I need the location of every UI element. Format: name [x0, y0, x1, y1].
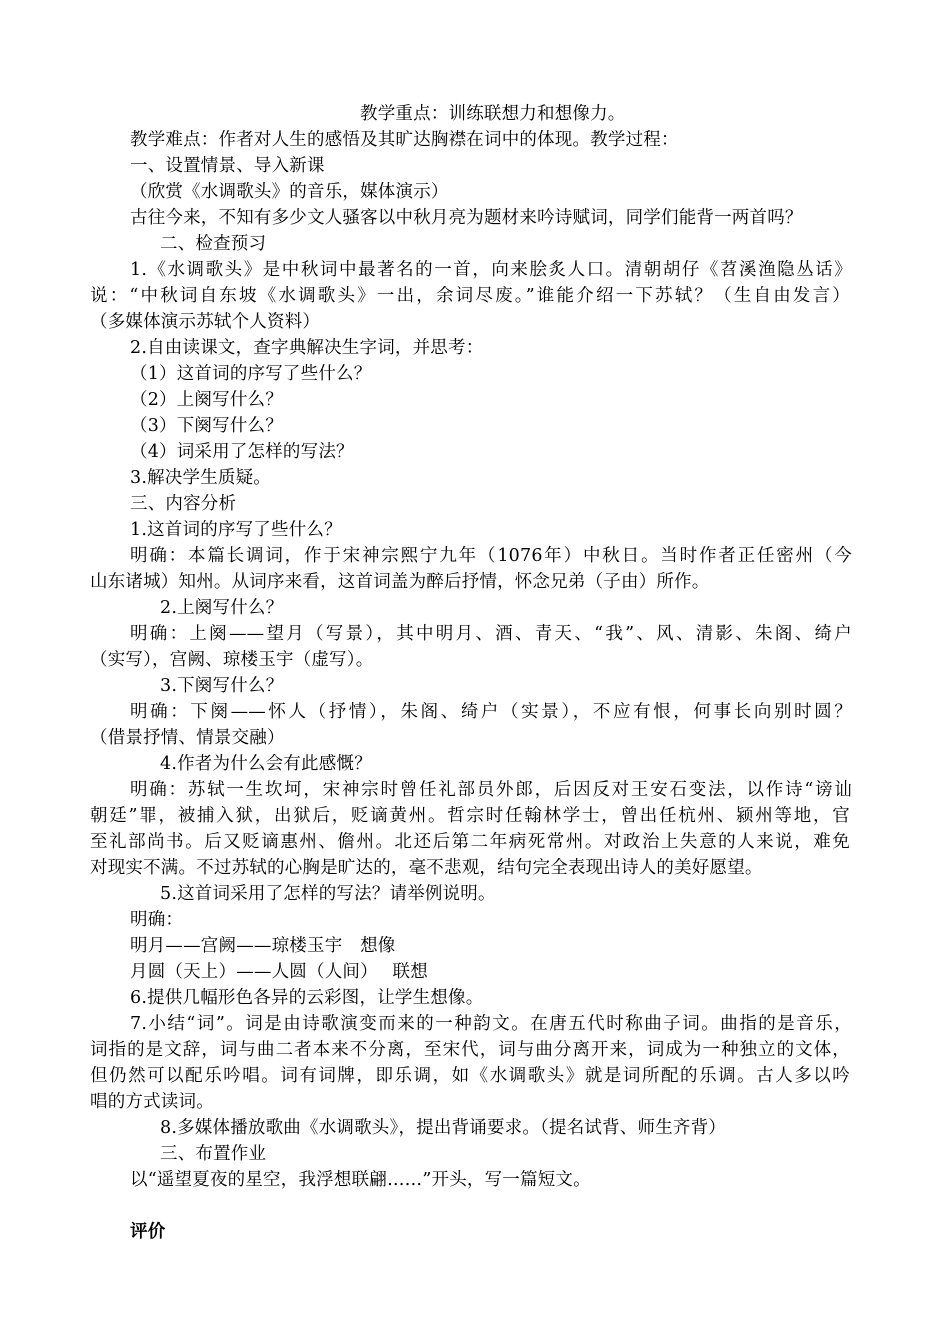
section-2-q2: （2）上阕写什么？ [130, 390, 283, 410]
section-3-a3-line1: 明确：下阕——怀人（抒情），朱阁、绮户（实景），不应有恨，何事长向别时圆？ [130, 702, 852, 722]
section-3-a5: 明确： [130, 910, 184, 930]
section-3-p7-line3: 但仍然可以配乐吟唱。词有词牌，即乐调，如《水调歌头》就是词所配的乐调。古人多以吟 [90, 1066, 850, 1086]
section-2-p2: 2.自由读课文，查字典解决生字词，并思考： [130, 338, 484, 358]
section-2-heading: 二、检查预习 [160, 234, 267, 254]
section-3-p7-line4: 唱的方式读词。 [90, 1092, 214, 1112]
section-3-a2-line1: 明确：上阕——望月（写景），其中明月、酒、青天、“我”、风、清影、朱阁、绮户 [130, 624, 852, 644]
section-2-p3: 3.解决学生质疑。 [130, 468, 271, 488]
section-4-heading: 三、布置作业 [160, 1144, 267, 1164]
section-3-a4-line3: 至礼部尚书。后又贬谪惠州、儋州。北还后第二年病死常州。对政治上失意的人来说，难免 [90, 832, 850, 852]
section-2-p1-line3: （多媒体演示苏轼个人资料） [90, 312, 321, 332]
section-3-p7-line2: 词指的是文辞，词与曲二者本来不分离，至宋代，词与曲分离开来，词成为一种独立的文体， [90, 1040, 850, 1060]
section-3-q3: 3.下阕写什么？ [160, 676, 284, 696]
section-3-a4-line4: 对现实不满。不过苏轼的心胸是旷达的，毫不悲观，结句完全表现出诗人的美好愿望。 [90, 858, 763, 878]
section-3-a1-line1: 明确：本篇长调词，作于宋神宗熙宁九年（1076年）中秋日。当时作者正任密州（今 [130, 546, 852, 566]
section-4-text: 以“遥望夏夜的星空，我浮想联翩……”开头，写一篇短文。 [130, 1170, 591, 1190]
teaching-focus: 教学重点：训练联想力和想像力。 [360, 104, 626, 124]
section-3-a1-line2: 山东诸城）知州。从词序来看，这首词盖为醉后抒情，怀念兄弟（子由）所作。 [90, 572, 710, 592]
section-2-q4: （4）词采用了怎样的写法？ [130, 442, 354, 462]
teaching-difficulty: 教学难点：作者对人生的感悟及其旷达胸襟在词中的体现。教学过程： [130, 130, 679, 150]
section-2-q3: （3）下阕写什么？ [130, 416, 283, 436]
section-3-q1: 1.这首词的序写了些什么？ [130, 520, 342, 540]
section-1-note: （欣赏《水调歌头》的音乐，媒体演示） [130, 182, 449, 202]
section-3-a2-line2: （实写），宫阙、琼楼玉宇（虚写）。 [90, 650, 374, 670]
section-3-a3-line2: （借景抒情、情景交融） [90, 728, 285, 748]
section-2-p1-line1: 1.《水调歌头》是中秋词中最著名的一首，向来脍炙人口。清朝胡仔《苕溪渔隐丛话》 [130, 260, 852, 280]
section-3-a5-row1: 明月——宫阙——琼楼玉宇 想像 [130, 936, 396, 956]
section-3-p7-line1: 7.小结“词”。词是由诗歌演变而来的一种韵文。在唐五代时称曲子词。曲指的是音乐， [130, 1014, 852, 1034]
section-3-heading: 三、内容分析 [130, 494, 237, 514]
evaluation-heading: 评价 [130, 1222, 166, 1242]
section-3-p6: 6.提供几幅形色各异的云彩图，让学生想像。 [130, 988, 484, 1008]
section-2-p1-line2: 说：“中秋词自东坡《水调歌头》一出，余词尽废。”谁能介绍一下苏轼？（生自由发言） [90, 286, 850, 306]
section-3-a5-row2: 月圆（天上）——人圆（人间） 联想 [130, 962, 428, 982]
section-1-heading: 一、设置情景、导入新课 [130, 156, 325, 176]
section-3-a4-line2: 朝廷”罪，被捕入狱，出狱后，贬谪黄州。哲宗时任翰林学士，曾出任杭州、颍州等地，官 [90, 806, 850, 826]
section-3-q4: 4.作者为什么会有此感慨？ [160, 754, 372, 774]
section-1-text: 古往今来，不知有多少文人骚客以中秋月亮为题材来吟诗赋词，同学们能背一两首吗？ [130, 208, 803, 228]
section-2-q1: （1）这首词的序写了些什么？ [130, 364, 372, 384]
section-3-a4-line1: 明确：苏轼一生坎坷，宋神宗时曾任礼部员外郎，后因反对王安石变法，以作诗“谤讪 [130, 780, 852, 800]
section-3-q5: 5.这首词采用了怎样的写法？请举例说明。 [160, 884, 496, 904]
section-3-q2: 2.上阕写什么？ [160, 598, 284, 618]
section-3-p8: 8.多媒体播放歌曲《水调歌头》，提出背诵要求。（提名试背、师生齐背） [160, 1118, 726, 1138]
